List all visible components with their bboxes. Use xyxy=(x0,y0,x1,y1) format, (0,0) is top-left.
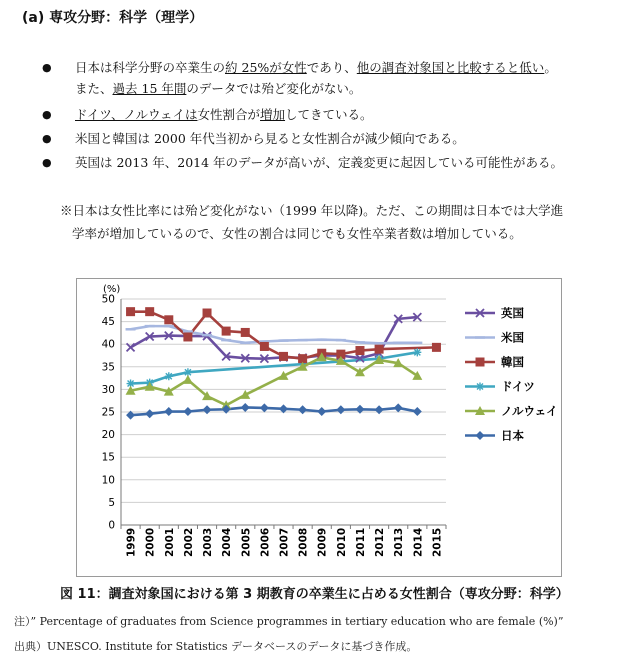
y-tick-label: 35 xyxy=(101,361,115,374)
data-point xyxy=(375,345,384,354)
bullet-text: 日本は科学分野の卒業生の xyxy=(75,60,226,75)
footnote-note: 注）” Percentage of graduates from Science programmes in tertiary education who are female (%)” xyxy=(14,615,564,628)
bullet-line xyxy=(75,104,373,125)
y-tick-label: 30 xyxy=(101,383,115,396)
data-point xyxy=(260,342,269,351)
legend-label: 韓国 xyxy=(501,355,524,369)
x-tick-label: 2003 xyxy=(202,527,215,557)
series-line xyxy=(131,407,418,415)
figure-caption: 図 11：調査対象国における第 3 期教育の卒業生に占める女性割合（専攻分野：科学） xyxy=(60,587,569,602)
data-point xyxy=(203,405,212,414)
line-chart xyxy=(77,279,561,576)
data-point xyxy=(476,431,485,440)
x-tick-label: 2002 xyxy=(182,527,195,557)
x-tick-label: 2014 xyxy=(412,527,425,557)
x-tick-label: 2012 xyxy=(374,527,387,557)
y-tick-label: 15 xyxy=(101,451,115,464)
x-tick-label: 2004 xyxy=(221,527,234,557)
chart-frame xyxy=(76,278,562,577)
data-point xyxy=(145,307,154,316)
data-point xyxy=(145,409,154,418)
data-point xyxy=(476,383,484,391)
bullet-icon: ● xyxy=(42,61,52,74)
data-point xyxy=(165,372,173,380)
x-tick-label: 2011 xyxy=(354,527,367,557)
bullet-text: してきている。 xyxy=(285,107,373,122)
bullet-text: 女性割合が xyxy=(197,107,261,122)
bullet-text: であり、 xyxy=(306,60,357,75)
note-line: ※日本は女性比率には殆ど変化がない（1999 年以降)。ただ、この期間は日本では大学進 xyxy=(60,203,564,218)
x-tick-label: 2013 xyxy=(393,527,406,557)
underlined-text: 過去 15 年間 xyxy=(112,81,187,96)
x-tick-label: 1999 xyxy=(125,527,138,557)
x-tick-label: 2009 xyxy=(316,527,329,557)
note-line: 学率が増加しているので、女性の割合は同じでも女性卒業者数は増加している。 xyxy=(72,226,522,241)
data-point xyxy=(375,405,384,414)
legend-label: 英国 xyxy=(501,306,524,320)
y-tick-label: 25 xyxy=(101,406,115,419)
underlined-text: 他の調査対象国と比較すると低い xyxy=(356,60,545,75)
bullet-icon: ● xyxy=(42,132,52,145)
y-tick-label: 50 xyxy=(101,293,115,306)
data-point xyxy=(317,407,326,416)
footnote-source: 出典）UNESCO. Institute for Statistics データベースのデータに基づき作成。 xyxy=(14,640,418,653)
data-point xyxy=(413,348,421,356)
underlined-text: 増加 xyxy=(260,107,286,122)
data-point xyxy=(183,375,193,384)
x-tick-label: 2005 xyxy=(240,527,253,557)
data-point xyxy=(336,405,345,414)
bullet-line xyxy=(75,152,563,173)
x-tick-label: 2006 xyxy=(259,527,272,557)
section-title: (a) 専攻分野：科学（理学） xyxy=(22,10,204,26)
y-axis-unit: (%) xyxy=(103,284,121,295)
data-point xyxy=(222,327,231,336)
data-point xyxy=(298,405,307,414)
y-tick-label: 0 xyxy=(108,519,115,532)
bullet-text: のデータでは殆ど変化がない。 xyxy=(186,81,362,96)
data-point xyxy=(476,358,485,367)
data-point xyxy=(241,403,250,412)
data-point xyxy=(126,307,135,316)
y-tick-label: 10 xyxy=(101,474,115,487)
data-point xyxy=(164,407,173,416)
data-point xyxy=(394,403,403,412)
legend-label: 日本 xyxy=(501,428,524,443)
y-tick-label: 40 xyxy=(101,338,115,351)
legend-label: 米国 xyxy=(501,330,524,345)
x-tick-label: 2015 xyxy=(431,527,444,557)
data-point xyxy=(183,407,192,416)
data-point xyxy=(432,343,441,352)
bullet-line xyxy=(75,57,557,78)
data-point xyxy=(164,315,173,324)
data-point xyxy=(355,346,364,355)
legend-label: ノルウェイ xyxy=(501,404,558,418)
x-tick-label: 2000 xyxy=(144,527,157,557)
x-tick-label: 2010 xyxy=(335,527,348,557)
y-tick-label: 45 xyxy=(101,316,115,329)
bullet-text: 英国は 2013 年、2014 年のデータが高いが、定義変更に起因している可能性がある。 xyxy=(75,155,564,170)
bullet-text: 米国と韓国は 2000 年代当初から見ると女性割合が減少傾向である。 xyxy=(75,131,465,146)
underlined-text: 約 25%が女性 xyxy=(225,60,307,75)
bullet-text: 。 xyxy=(544,60,557,75)
x-tick-label: 2007 xyxy=(278,527,291,557)
bullet-text: また、 xyxy=(75,81,113,96)
data-point xyxy=(183,332,192,341)
data-point xyxy=(203,309,212,318)
y-tick-label: 20 xyxy=(101,429,115,442)
bullet-icon: ● xyxy=(42,108,52,121)
x-tick-label: 2008 xyxy=(297,527,310,557)
data-point xyxy=(413,407,422,416)
bullet-icon: ● xyxy=(42,156,52,169)
y-tick-label: 5 xyxy=(108,496,115,509)
underlined-text: ドイツ、ノルウェイは xyxy=(75,107,198,122)
data-point xyxy=(260,403,269,412)
bullet-line xyxy=(75,128,465,149)
data-point xyxy=(241,328,250,337)
data-point xyxy=(279,352,288,361)
legend-label: ドイツ xyxy=(501,379,535,394)
x-tick-label: 2001 xyxy=(163,527,176,557)
bullet-line xyxy=(75,78,361,99)
series-line xyxy=(131,357,418,405)
